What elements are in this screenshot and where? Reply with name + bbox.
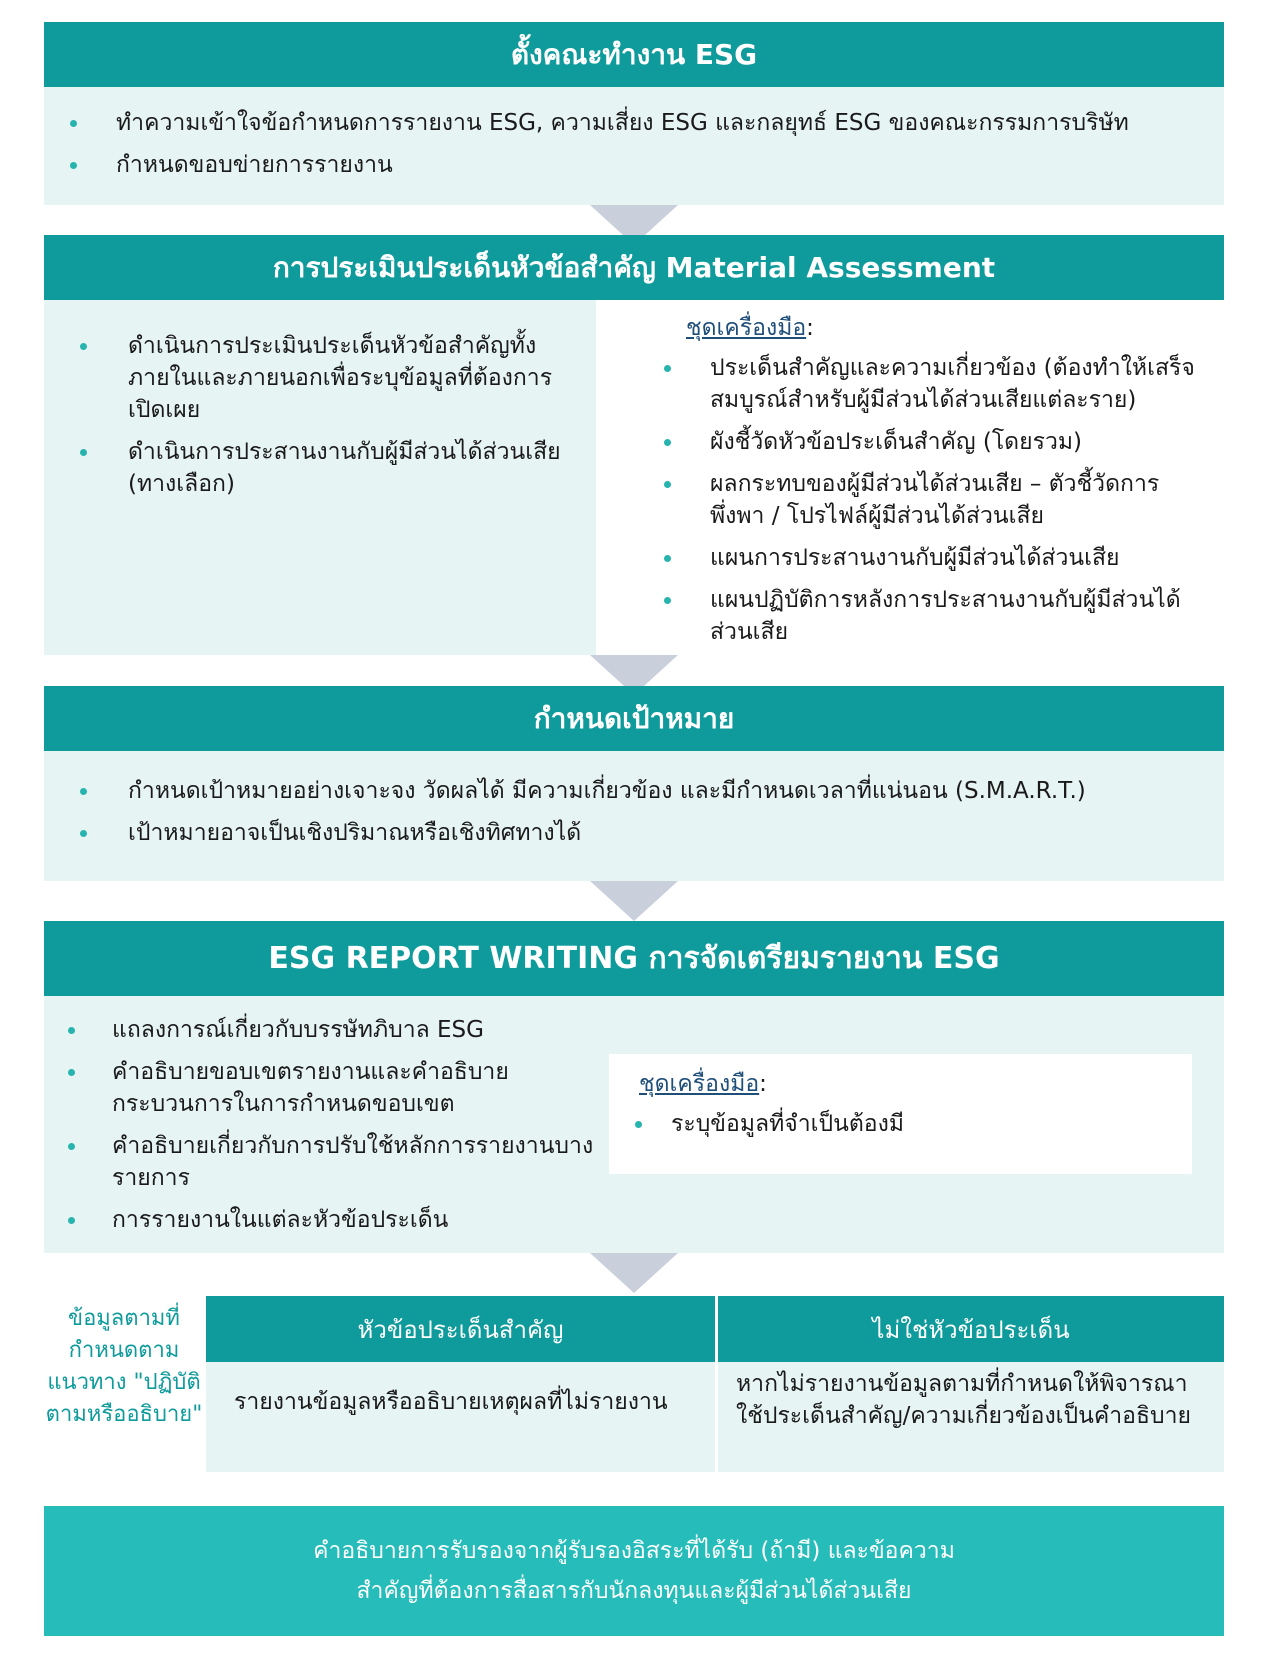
list-item: แผนปฏิบัติการหลังการประสานงานกับผู้มีส่วนได้ส่วนเสีย [596, 584, 1208, 648]
list-item: ประเด็นสำคัญและความเกี่ยวข้อง (ต้องทำให้เสร็จสมบูรณ์สำหรับผู้มีส่วนได้ส่วนเสียแต่ละราย) [596, 352, 1208, 416]
list-item: ทำความเข้าใจข้อกำหนดการรายงาน ESG, ความเสี่ยง ESG และกลยุทธ์ ESG ของคณะกรรมการบริษัท [44, 107, 1208, 139]
comply-or-explain-label: ข้อมูลตามที่กำหนดตามแนวทาง "ปฏิบัติตามหรืออธิบาย" [45, 1306, 203, 1427]
bullet-icon [70, 120, 77, 127]
material-topics-cell: รายงานข้อมูลหรืออธิบายเหตุผลที่ไม่รายงาน [206, 1362, 715, 1472]
flow-arrow-icon [590, 881, 678, 921]
material-toolkit-box [596, 300, 1224, 655]
toolkit-title: ชุดเครื่องมือ: [686, 315, 814, 341]
bullet-icon [68, 1069, 75, 1076]
bullet-icon [664, 597, 671, 604]
list-item: การรายงานในแต่ละหัวข้อประเด็น [44, 1204, 614, 1236]
section-writing-title: ESG REPORT WRITING การจัดเตรียมรายงาน ESG [268, 941, 1000, 976]
bullet-icon [664, 481, 671, 488]
non-material-topics-header: ไม่ใช่หัวข้อประเด็น [718, 1296, 1224, 1362]
list-item: คำอธิบายขอบเขตรายงานและคำอธิบายกระบวนการในการกำหนดขอบเขต [44, 1056, 614, 1120]
section-material-header [44, 235, 1224, 300]
section-setup-header [44, 22, 1224, 87]
bullet-icon [68, 1217, 75, 1224]
assurance-statement-bar: คำอธิบายการรับรองจากผู้รับรองอิสระที่ได้รับ (ถ้ามี) และข้อความสำคัญที่ต้องการสื่อสารกับนักลงทุนและผู้มีส่วนได้ส่วนเสีย [44, 1506, 1224, 1636]
section-setup-title: ตั้งคณะทำงาน ESG [510, 37, 758, 71]
list-item: เป้าหมายอาจเป็นเชิงปริมาณหรือเชิงทิศทางได้ [44, 817, 1208, 849]
writing-toolkit-box [609, 1054, 1192, 1174]
section-goals-header [44, 686, 1224, 751]
list-item: ระบุข้อมูลที่จำเป็นต้องมี [609, 1108, 1180, 1140]
list-item: คำอธิบายเกี่ยวกับการปรับใช้หลักการรายงานบางรายการ [44, 1130, 614, 1194]
bullet-icon [80, 788, 87, 795]
list-item: กำหนดเป้าหมายอย่างเจาะจง วัดผลได้ มีความเกี่ยวข้อง และมีกำหนดเวลาที่แน่นอน (S.M.A.R.T.) [44, 775, 1208, 807]
bullet-icon [635, 1121, 642, 1128]
non-material-topics-cell: หากไม่รายงานข้อมูลตามที่กำหนดให้พิจารณาใช้ประเด็นสำคัญ/ความเกี่ยวข้องเป็นคำอธิบาย [718, 1362, 1224, 1472]
flow-arrow-icon [590, 1253, 678, 1293]
section-material-panel [44, 300, 1224, 655]
bullet-icon [68, 1027, 75, 1034]
material-topics-header: หัวข้อประเด็นสำคัญ [206, 1296, 715, 1362]
bullet-icon [68, 1143, 75, 1150]
list-item: แถลงการณ์เกี่ยวกับบรรษัทภิบาล ESG [44, 1014, 614, 1046]
section-material-title: การประเมินประเด็นหัวข้อสำคัญ Material Assessment [272, 250, 996, 284]
bullet-icon [664, 365, 671, 372]
bullet-icon [664, 555, 671, 562]
list-item: ดำเนินการประสานงานกับผู้มีส่วนได้ส่วนเสีย (ทางเลือก) [44, 436, 564, 500]
bullet-icon [70, 162, 77, 169]
list-item: กำหนดขอบข่ายการรายงาน [44, 149, 1208, 181]
section-goals-panel [44, 751, 1224, 881]
list-item: ดำเนินการประเมินประเด็นหัวข้อสำคัญทั้งภายในและภายนอกเพื่อระบุข้อมูลที่ต้องการเปิดเผย [44, 330, 564, 426]
list-item: ผลกระทบของผู้มีส่วนได้ส่วนเสีย – ตัวชี้วัดการพึ่งพา / โปรไฟล์ผู้มีส่วนได้ส่วนเสีย [596, 468, 1208, 532]
bullet-icon [664, 439, 671, 446]
list-item: แผนการประสานงานกับผู้มีส่วนได้ส่วนเสีย [596, 542, 1208, 574]
bullet-icon [80, 449, 87, 456]
material-left-column [44, 330, 564, 510]
writing-left-column [44, 1014, 614, 1246]
bullet-icon [80, 830, 87, 837]
section-goals-title: กำหนดเป้าหมาย [533, 701, 735, 735]
section-setup-panel [44, 87, 1224, 205]
section-writing-panel [44, 996, 1224, 1253]
bullet-icon [80, 343, 87, 350]
section-setup-list [44, 107, 1208, 181]
section-writing-header [44, 921, 1224, 996]
list-item: ผังชี้วัดหัวข้อประเด็นสำคัญ (โดยรวม) [596, 426, 1208, 458]
toolkit-title: ชุดเครื่องมือ: [639, 1071, 767, 1097]
